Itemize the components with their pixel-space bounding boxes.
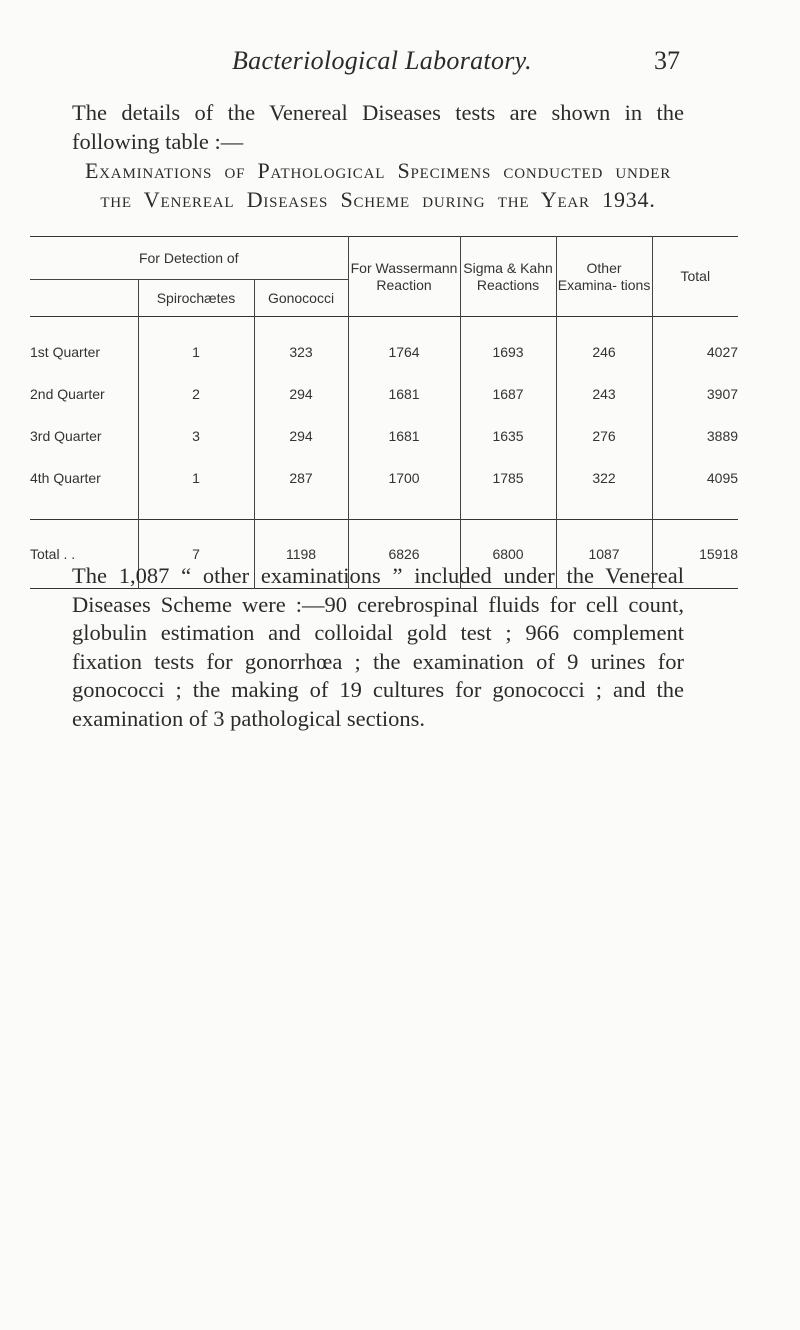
page-header (72, 44, 680, 84)
cell-gonococci: 294 (254, 415, 348, 457)
cell-wassermann: 1700 (348, 457, 460, 499)
cell-sigma-kahn: 1693 (460, 317, 556, 374)
cell-spirochaetes: 1 (138, 317, 254, 374)
table-row (30, 373, 738, 415)
cell-gonococci: 287 (254, 457, 348, 499)
header-for-detection-of: For Detection of (138, 249, 239, 266)
row-label: 3rd Quarter (30, 428, 102, 444)
cell-wassermann: 1681 (348, 373, 460, 415)
cell-wassermann: 1764 (348, 317, 460, 374)
header-blank (30, 280, 138, 317)
total-sigma-kahn: 6800 (460, 520, 556, 589)
closing-paragraph: The 1,087 “ other examinations ” included under the Venereal Diseases Scheme were :—90 cerebrospinal fluids for cell count, globulin estimation and colloidal gold test ; 966 complement fixation tests for gonorrhœa ; the examination of 9 urines for gonococci ; the making of 19 cultures for gonococci ; and the examination of 3 pathological sections. (72, 563, 684, 731)
cell-total: 4095 (652, 457, 738, 499)
table-heading: Examinations of Pathological Specimens conducted under the Venereal Diseases Scheme during the Year 1934. (84, 158, 672, 212)
table-body (30, 317, 738, 520)
cell-sigma-kahn: 1687 (460, 373, 556, 415)
header-other-examinations: Other Examina- tions (556, 237, 652, 317)
intro-paragraph: The details of the Venereal Diseases tests are shown in the following table :— (72, 100, 684, 154)
total-other: 1087 (556, 520, 652, 589)
row-label: 1st Quarter (30, 344, 101, 360)
cell-other: 246 (556, 317, 652, 374)
table-header (30, 237, 738, 317)
cell-total: 4027 (652, 317, 738, 374)
cell-sigma-kahn: 1635 (460, 415, 556, 457)
total-spirochaetes: 7 (138, 520, 254, 589)
table-row (30, 415, 738, 457)
header-spirochaetes: Spirochætes (138, 280, 254, 317)
cell-total: 3907 (652, 373, 738, 415)
table-row (30, 457, 738, 499)
total-gonococci: 1198 (254, 520, 348, 589)
ve-tests-table (30, 236, 738, 589)
cell-spirochaetes: 2 (138, 373, 254, 415)
page-number: 37 (654, 46, 680, 75)
header-gonococci: Gonococci (254, 280, 348, 317)
cell-other: 276 (556, 415, 652, 457)
totals-label: Total . . (30, 546, 76, 562)
header-wassermann: For Wassermann Reaction (348, 237, 460, 317)
cell-spirochaetes: 3 (138, 415, 254, 457)
cell-spirochaetes: 1 (138, 457, 254, 499)
grand-total: 15918 (652, 520, 738, 589)
header-total: Total (652, 237, 738, 317)
table-row (30, 317, 738, 374)
cell-other: 243 (556, 373, 652, 415)
cell-sigma-kahn: 1785 (460, 457, 556, 499)
cell-other: 322 (556, 457, 652, 499)
total-wassermann: 6826 (348, 520, 460, 589)
cell-gonococci: 294 (254, 373, 348, 415)
cell-gonococci: 323 (254, 317, 348, 374)
row-label: 2nd Quarter (30, 386, 105, 402)
cell-wassermann: 1681 (348, 415, 460, 457)
cell-total: 3889 (652, 415, 738, 457)
table-spacer-row (30, 499, 738, 520)
running-title: Bacteriological Laboratory. (232, 46, 532, 75)
header-sigma-kahn: Sigma & Kahn Reactions (460, 237, 556, 317)
row-label: 4th Quarter (30, 470, 101, 486)
